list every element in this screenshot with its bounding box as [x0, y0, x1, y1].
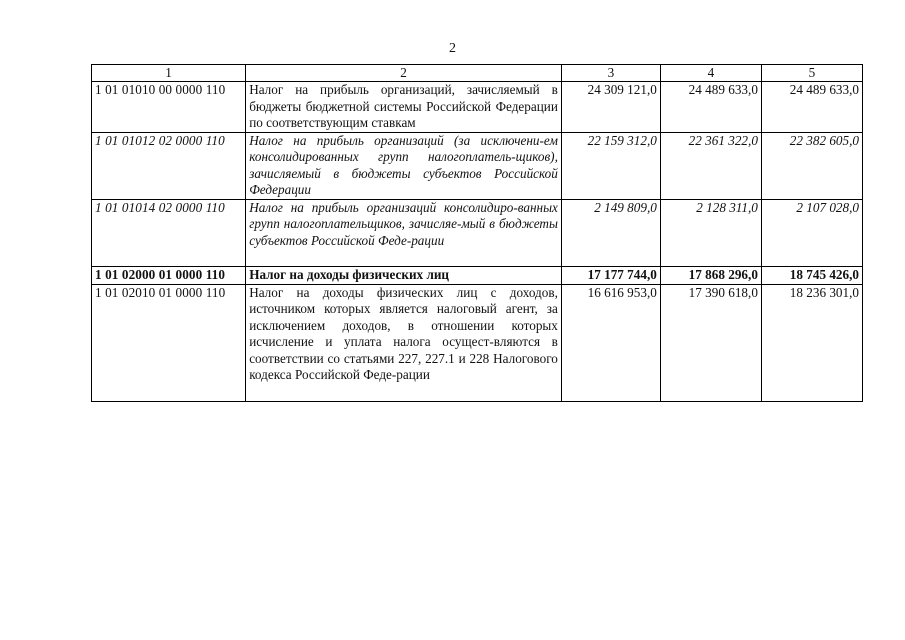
- revenue-name: Налог на прибыль организаций (за исключени-ем консолидированных групп налогоплатель-щиков), зачисляемый в бюджеты субъектов Российской Федерации: [246, 132, 562, 199]
- budget-code: 1 01 02010 01 0000 110: [92, 284, 246, 401]
- value-col-5: 22 382 605,0: [761, 132, 862, 199]
- budget-code: 1 01 01010 00 0000 110: [92, 82, 246, 133]
- value-col-5: 2 107 028,0: [761, 199, 862, 266]
- value-col-5: 18 745 426,0: [761, 266, 862, 284]
- table-row: [92, 132, 863, 199]
- page-number: 2: [449, 41, 456, 56]
- value-col-4: 24 489 633,0: [660, 82, 761, 133]
- header-col-1: 1: [92, 65, 246, 82]
- value-col-5: 24 489 633,0: [761, 82, 862, 133]
- value-col-3: 24 309 121,0: [561, 82, 660, 133]
- revenue-name: Налог на доходы физических лиц: [246, 266, 562, 284]
- table-row: [92, 284, 863, 401]
- value-col-4: 17 390 618,0: [660, 284, 761, 401]
- value-col-3: 16 616 953,0: [561, 284, 660, 401]
- budget-code: 1 01 01012 02 0000 110: [92, 132, 246, 199]
- table-row: [92, 199, 863, 266]
- header-col-4: 4: [660, 65, 761, 82]
- value-col-3: 2 149 809,0: [561, 199, 660, 266]
- budget-code: 1 01 02000 01 0000 110: [92, 266, 246, 284]
- value-col-4: 17 868 296,0: [660, 266, 761, 284]
- value-col-3: 22 159 312,0: [561, 132, 660, 199]
- value-col-4: 22 361 322,0: [660, 132, 761, 199]
- table-row: [92, 82, 863, 133]
- revenue-name: Налог на доходы физических лиц с доходов, источником которых является налоговый агент, за исключением доходов, в отношении которых исчисление и уплата налога осущест-вляются в соответствии со статьями 227, 227.1 и 228 Налогового кодекса Российской Феде-рации: [246, 284, 562, 401]
- header-col-2: 2: [246, 65, 562, 82]
- revenue-name: Налог на прибыль организаций, зачисляемый в бюджеты бюджетной системы Российской Федерации по соответствующим ставкам: [246, 82, 562, 133]
- table-row: [92, 266, 863, 284]
- revenue-table: [91, 64, 863, 402]
- header-row: [92, 65, 863, 82]
- header-col-3: 3: [561, 65, 660, 82]
- budget-code: 1 01 01014 02 0000 110: [92, 199, 246, 266]
- header-col-5: 5: [761, 65, 862, 82]
- value-col-3: 17 177 744,0: [561, 266, 660, 284]
- value-col-5: 18 236 301,0: [761, 284, 862, 401]
- revenue-name: Налог на прибыль организаций консолидиро-ванных групп налогоплательщиков, зачисляе-мый в бюджеты субъектов Российской Феде-рации: [246, 199, 562, 266]
- value-col-4: 2 128 311,0: [660, 199, 761, 266]
